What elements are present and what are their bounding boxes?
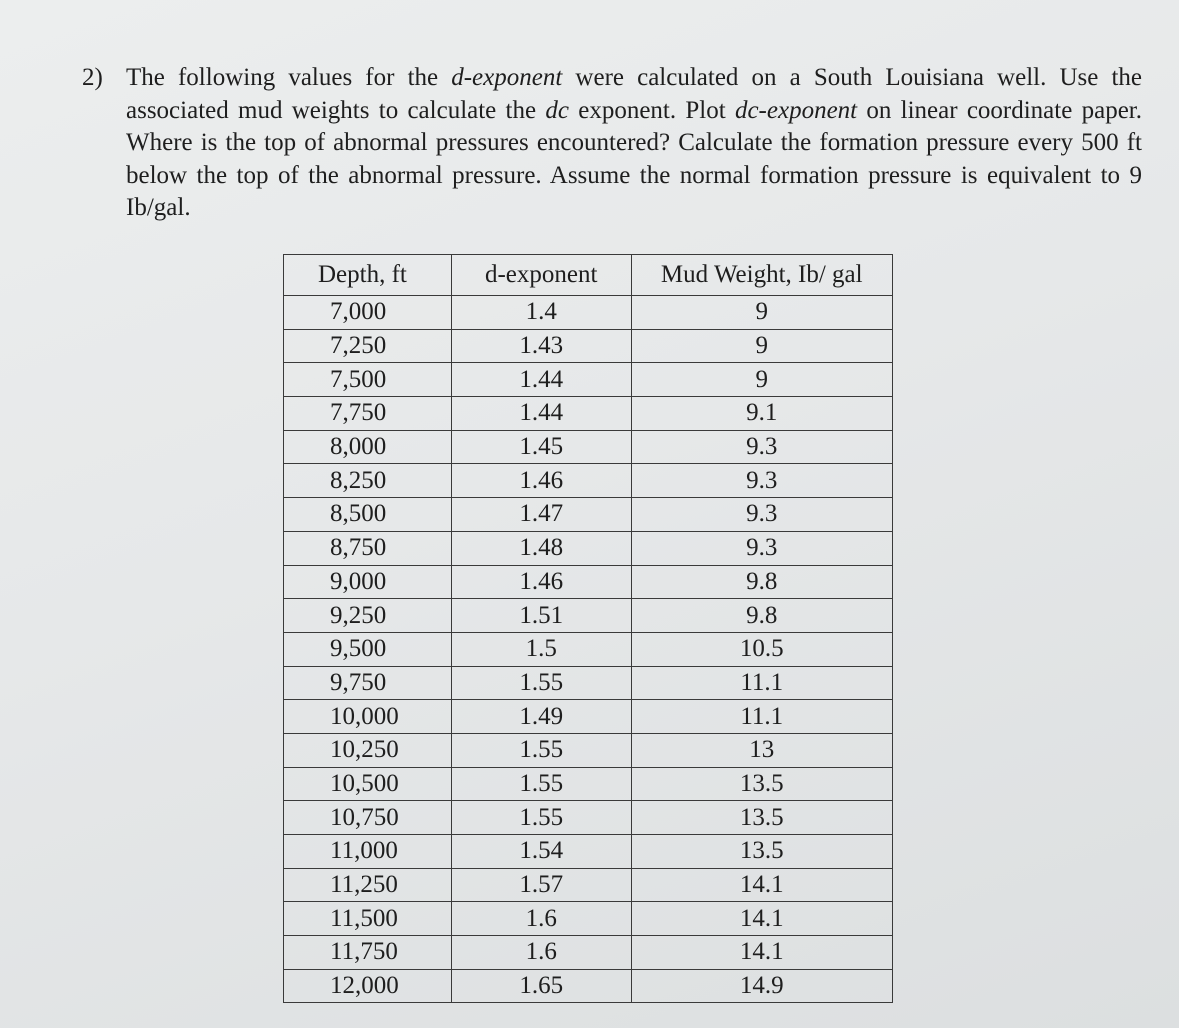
mud-weight-cell: 9.3 — [631, 464, 892, 498]
table-body — [284, 296, 893, 1003]
table-row — [284, 767, 893, 801]
table-row — [284, 700, 893, 734]
depth-cell: 11,250 — [284, 868, 452, 902]
d-exponent-cell: 1.46 — [451, 464, 631, 498]
d-exponent-cell: 1.48 — [451, 531, 631, 565]
mud-weight-cell: 13 — [631, 733, 892, 767]
table-row — [284, 430, 893, 464]
d-exponent-cell: 1.65 — [451, 969, 631, 1003]
mud-weight-cell: 13.5 — [631, 801, 892, 835]
d-exponent-cell: 1.46 — [451, 565, 631, 599]
depth-cell: 9,000 — [284, 565, 452, 599]
d-exponent-cell: 1.54 — [451, 835, 631, 869]
d-exponent-cell: 1.6 — [451, 936, 631, 970]
d-exponent-cell: 1.57 — [451, 868, 631, 902]
d-exponent-cell: 1.55 — [451, 801, 631, 835]
mud-weight-cell: 9.8 — [631, 599, 892, 633]
depth-cell: 9,750 — [284, 666, 452, 700]
mud-weight-cell: 9.3 — [631, 531, 892, 565]
depth-cell: 9,500 — [284, 632, 452, 666]
mud-weight-cell: 13.5 — [631, 835, 892, 869]
table-row — [284, 902, 893, 936]
mud-weight-cell: 9 — [631, 363, 892, 397]
table-row — [284, 969, 893, 1003]
table-row — [284, 868, 893, 902]
mud-weight-cell: 10.5 — [631, 632, 892, 666]
depth-cell: 12,000 — [284, 969, 452, 1003]
header-d-exponent: d-exponent — [451, 255, 631, 296]
depth-cell: 10,000 — [284, 700, 452, 734]
d-exponent-cell: 1.51 — [451, 599, 631, 633]
d-exponent-cell: 1.45 — [451, 430, 631, 464]
mud-weight-cell: 9.1 — [631, 397, 892, 431]
depth-cell: 10,500 — [284, 767, 452, 801]
table-row — [284, 599, 893, 633]
depth-cell: 8,500 — [284, 498, 452, 532]
d-exponent-cell: 1.6 — [451, 902, 631, 936]
d-exponent-cell: 1.43 — [451, 329, 631, 363]
d-exponent-cell: 1.55 — [451, 666, 631, 700]
table-row — [284, 936, 893, 970]
mud-weight-cell: 11.1 — [631, 666, 892, 700]
depth-cell: 7,750 — [284, 397, 452, 431]
italic-term: dc — [545, 96, 569, 124]
d-exponent-data-table — [283, 254, 893, 1003]
mud-weight-cell: 9 — [631, 329, 892, 363]
table-header-row — [284, 255, 893, 296]
text-segment: exponent. Plot — [568, 96, 735, 124]
header-depth: Depth, ft — [284, 255, 452, 296]
d-exponent-cell: 1.49 — [451, 700, 631, 734]
depth-cell: 11,750 — [284, 936, 452, 970]
table-row — [284, 565, 893, 599]
mud-weight-cell: 14.1 — [631, 936, 892, 970]
header-mud-weight: Mud Weight, Ib/ gal — [631, 255, 892, 296]
depth-cell: 8,000 — [284, 430, 452, 464]
table-row — [284, 666, 893, 700]
problem-number: 2) — [82, 64, 103, 91]
table-row — [284, 632, 893, 666]
d-exponent-cell: 1.5 — [451, 632, 631, 666]
d-exponent-cell: 1.44 — [451, 363, 631, 397]
depth-cell: 11,500 — [284, 902, 452, 936]
table-row — [284, 733, 893, 767]
mud-weight-cell: 9.8 — [631, 565, 892, 599]
text-segment: were calculated on a South Louisiana well. Use the associated mud weights to calculate the — [126, 64, 1142, 124]
table-row — [284, 363, 893, 397]
depth-cell: 7,500 — [284, 363, 452, 397]
mud-weight-cell: 9 — [631, 296, 892, 330]
mud-weight-cell: 9.3 — [631, 498, 892, 532]
table-row — [284, 801, 893, 835]
d-exponent-cell: 1.55 — [451, 733, 631, 767]
text-segment: The following values for the — [126, 64, 452, 91]
mud-weight-cell: 14.1 — [631, 868, 892, 902]
text-segment: on linear coordinate paper. Where is the top of abnormal pressures encountered? Calculate the formation pressure every 500 ft below the top of the abnormal pressure. Assume the normal formation pressure is equivalent to 9 Ib/gal. — [126, 96, 1142, 221]
d-exponent-cell: 1.47 — [451, 498, 631, 532]
depth-cell: 8,250 — [284, 464, 452, 498]
table-row — [284, 329, 893, 363]
depth-cell: 8,750 — [284, 531, 452, 565]
table-row — [284, 835, 893, 869]
mud-weight-cell: 13.5 — [631, 767, 892, 801]
depth-cell: 10,250 — [284, 733, 452, 767]
italic-term: dc-exponent — [734, 96, 858, 124]
depth-cell: 11,000 — [284, 835, 452, 869]
table-row — [284, 397, 893, 431]
italic-term: d-exponent — [451, 64, 563, 91]
table-row — [284, 531, 893, 565]
table-row — [284, 498, 893, 532]
problem-statement — [82, 62, 1142, 225]
table-row — [284, 296, 893, 330]
mud-weight-cell: 14.9 — [631, 969, 892, 1003]
d-exponent-cell: 1.44 — [451, 397, 631, 431]
depth-cell: 10,750 — [284, 801, 452, 835]
d-exponent-cell: 1.4 — [451, 296, 631, 330]
depth-cell: 7,250 — [284, 329, 452, 363]
d-exponent-cell: 1.55 — [451, 767, 631, 801]
depth-cell: 9,250 — [284, 599, 452, 633]
problem-text — [126, 62, 1142, 225]
mud-weight-cell: 14.1 — [631, 902, 892, 936]
depth-cell: 7,000 — [284, 296, 452, 330]
mud-weight-cell: 9.3 — [631, 430, 892, 464]
mud-weight-cell: 11.1 — [631, 700, 892, 734]
table-row — [284, 464, 893, 498]
